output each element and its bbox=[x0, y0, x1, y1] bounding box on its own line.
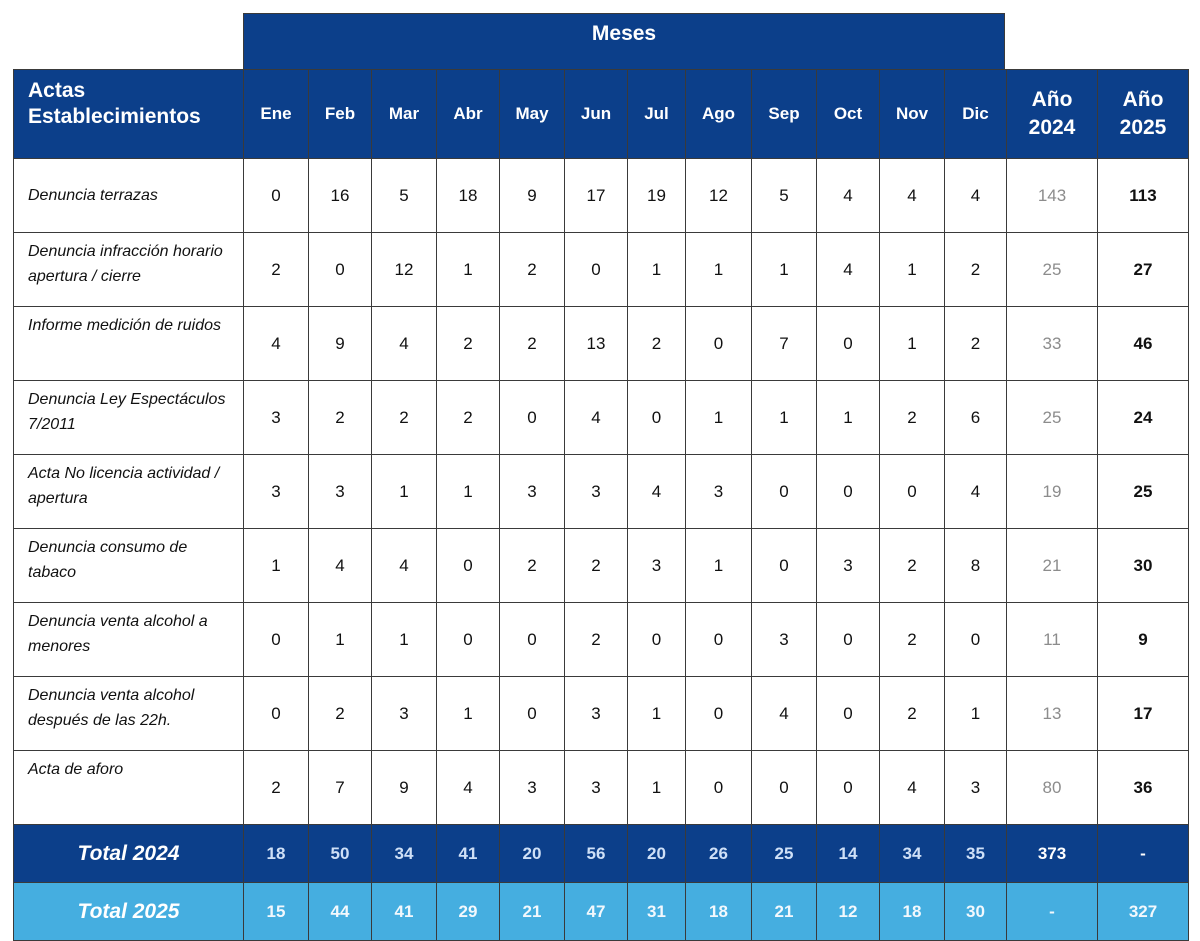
year-2025-cell: 113 bbox=[1098, 159, 1189, 233]
month-header: Mar bbox=[372, 70, 437, 159]
year-2025-cell: 9 bbox=[1098, 603, 1189, 677]
row-label: Acta de aforo bbox=[14, 751, 244, 825]
month-cell: 0 bbox=[817, 603, 880, 677]
row-label: Denuncia infracción horario apertura / cierre bbox=[14, 233, 244, 307]
total-2025-row bbox=[14, 883, 1189, 941]
total-month-cell: 41 bbox=[372, 883, 437, 941]
year-2025-cell: 27 bbox=[1098, 233, 1189, 307]
month-cell: 3 bbox=[628, 529, 686, 603]
month-header: Nov bbox=[880, 70, 945, 159]
row-label: Denuncia consumo de tabaco bbox=[14, 529, 244, 603]
month-header: Ene bbox=[244, 70, 309, 159]
total-month-cell: 18 bbox=[686, 883, 752, 941]
month-cell: 0 bbox=[817, 751, 880, 825]
year-2024-cell: 80 bbox=[1007, 751, 1098, 825]
month-cell: 0 bbox=[244, 159, 309, 233]
year-2025-cell: 17 bbox=[1098, 677, 1189, 751]
month-cell: 4 bbox=[945, 455, 1007, 529]
table-row bbox=[14, 381, 1189, 455]
month-cell: 3 bbox=[565, 677, 628, 751]
month-cell: 0 bbox=[686, 603, 752, 677]
total-month-cell: 30 bbox=[945, 883, 1007, 941]
month-cell: 4 bbox=[309, 529, 372, 603]
year-2025-cell: 46 bbox=[1098, 307, 1189, 381]
month-header: Jul bbox=[628, 70, 686, 159]
year-2024-cell: 25 bbox=[1007, 381, 1098, 455]
month-header: Jun bbox=[565, 70, 628, 159]
total-2024-row bbox=[14, 825, 1189, 883]
month-cell: 4 bbox=[628, 455, 686, 529]
month-cell: 1 bbox=[437, 233, 500, 307]
month-cell: 3 bbox=[565, 751, 628, 825]
label-column-header: Actas Establecimientos bbox=[14, 70, 244, 159]
total-year-2025-cell: - bbox=[1098, 825, 1189, 883]
total-month-cell: 15 bbox=[244, 883, 309, 941]
month-cell: 3 bbox=[309, 455, 372, 529]
month-header: Feb bbox=[309, 70, 372, 159]
year-2024-cell: 21 bbox=[1007, 529, 1098, 603]
year-2025-cell: 30 bbox=[1098, 529, 1189, 603]
month-cell: 0 bbox=[500, 677, 565, 751]
month-cell: 3 bbox=[244, 381, 309, 455]
month-cell: 19 bbox=[628, 159, 686, 233]
total-year-2024-cell: 373 bbox=[1007, 825, 1098, 883]
month-cell: 3 bbox=[817, 529, 880, 603]
month-cell: 4 bbox=[372, 307, 437, 381]
month-cell: 2 bbox=[880, 603, 945, 677]
row-label: Acta No licencia actividad / apertura bbox=[14, 455, 244, 529]
month-cell: 2 bbox=[244, 751, 309, 825]
row-label: Denuncia Ley Espectáculos 7/2011 bbox=[14, 381, 244, 455]
month-cell: 1 bbox=[880, 307, 945, 381]
total-month-cell: 21 bbox=[500, 883, 565, 941]
month-cell: 6 bbox=[945, 381, 1007, 455]
total-month-cell: 14 bbox=[817, 825, 880, 883]
year-2025-cell: 24 bbox=[1098, 381, 1189, 455]
month-cell: 2 bbox=[880, 677, 945, 751]
month-cell: 18 bbox=[437, 159, 500, 233]
month-cell: 2 bbox=[437, 381, 500, 455]
month-cell: 0 bbox=[628, 603, 686, 677]
month-cell: 1 bbox=[752, 233, 817, 307]
month-cell: 4 bbox=[945, 159, 1007, 233]
month-cell: 0 bbox=[752, 751, 817, 825]
month-cell: 17 bbox=[565, 159, 628, 233]
year-2024-cell: 13 bbox=[1007, 677, 1098, 751]
month-cell: 0 bbox=[628, 381, 686, 455]
month-cell: 8 bbox=[945, 529, 1007, 603]
total-month-cell: 12 bbox=[817, 883, 880, 941]
month-cell: 3 bbox=[686, 455, 752, 529]
row-label: Denuncia venta alcohol a menores bbox=[14, 603, 244, 677]
total-year-2024-cell: - bbox=[1007, 883, 1098, 941]
total-label: Total 2024 bbox=[14, 825, 244, 883]
month-cell: 4 bbox=[565, 381, 628, 455]
total-month-cell: 34 bbox=[372, 825, 437, 883]
month-cell: 2 bbox=[500, 307, 565, 381]
total-month-cell: 50 bbox=[309, 825, 372, 883]
month-cell: 4 bbox=[880, 751, 945, 825]
month-cell: 1 bbox=[628, 233, 686, 307]
month-cell: 4 bbox=[817, 159, 880, 233]
total-month-cell: 25 bbox=[752, 825, 817, 883]
month-cell: 2 bbox=[628, 307, 686, 381]
year-2024-cell: 143 bbox=[1007, 159, 1098, 233]
month-cell: 0 bbox=[500, 603, 565, 677]
month-cell: 0 bbox=[817, 307, 880, 381]
year-2024-cell: 19 bbox=[1007, 455, 1098, 529]
row-label: Denuncia venta alcohol después de las 22h. bbox=[14, 677, 244, 751]
year-2025-cell: 36 bbox=[1098, 751, 1189, 825]
table-row bbox=[14, 233, 1189, 307]
month-cell: 2 bbox=[309, 381, 372, 455]
month-cell: 0 bbox=[817, 455, 880, 529]
month-cell: 2 bbox=[437, 307, 500, 381]
year-2025-header: Año 2025 bbox=[1098, 70, 1189, 159]
actas-table bbox=[13, 69, 1189, 941]
month-cell: 1 bbox=[372, 455, 437, 529]
year-2024-header: Año 2024 bbox=[1007, 70, 1098, 159]
month-header: Sep bbox=[752, 70, 817, 159]
header-row bbox=[14, 70, 1189, 159]
month-cell: 2 bbox=[500, 529, 565, 603]
month-cell: 2 bbox=[880, 529, 945, 603]
month-cell: 3 bbox=[372, 677, 437, 751]
month-cell: 7 bbox=[309, 751, 372, 825]
month-header: Ago bbox=[686, 70, 752, 159]
month-cell: 2 bbox=[565, 603, 628, 677]
month-cell: 3 bbox=[565, 455, 628, 529]
month-cell: 9 bbox=[309, 307, 372, 381]
month-header: Oct bbox=[817, 70, 880, 159]
year-2024-cell: 25 bbox=[1007, 233, 1098, 307]
month-cell: 0 bbox=[437, 603, 500, 677]
month-cell: 1 bbox=[880, 233, 945, 307]
year-2024-cell: 33 bbox=[1007, 307, 1098, 381]
total-month-cell: 47 bbox=[565, 883, 628, 941]
month-cell: 1 bbox=[945, 677, 1007, 751]
row-label: Informe medición de ruidos bbox=[14, 307, 244, 381]
total-month-cell: 20 bbox=[500, 825, 565, 883]
table-row bbox=[14, 307, 1189, 381]
table-row bbox=[14, 455, 1189, 529]
month-cell: 7 bbox=[752, 307, 817, 381]
month-cell: 3 bbox=[500, 455, 565, 529]
month-cell: 1 bbox=[244, 529, 309, 603]
total-month-cell: 34 bbox=[880, 825, 945, 883]
month-cell: 0 bbox=[686, 307, 752, 381]
total-month-cell: 21 bbox=[752, 883, 817, 941]
month-cell: 0 bbox=[686, 677, 752, 751]
month-cell: 1 bbox=[686, 233, 752, 307]
total-month-cell: 29 bbox=[437, 883, 500, 941]
month-cell: 2 bbox=[500, 233, 565, 307]
month-cell: 0 bbox=[244, 677, 309, 751]
month-cell: 4 bbox=[372, 529, 437, 603]
total-month-cell: 18 bbox=[880, 883, 945, 941]
total-year-2025-cell: 327 bbox=[1098, 883, 1189, 941]
table-row bbox=[14, 603, 1189, 677]
total-month-cell: 41 bbox=[437, 825, 500, 883]
total-month-cell: 26 bbox=[686, 825, 752, 883]
month-cell: 1 bbox=[437, 677, 500, 751]
month-cell: 4 bbox=[244, 307, 309, 381]
month-cell: 0 bbox=[565, 233, 628, 307]
month-cell: 0 bbox=[437, 529, 500, 603]
month-cell: 2 bbox=[880, 381, 945, 455]
month-cell: 1 bbox=[752, 381, 817, 455]
total-month-cell: 56 bbox=[565, 825, 628, 883]
month-cell: 5 bbox=[372, 159, 437, 233]
month-cell: 4 bbox=[880, 159, 945, 233]
total-month-cell: 31 bbox=[628, 883, 686, 941]
month-cell: 3 bbox=[500, 751, 565, 825]
month-cell: 2 bbox=[945, 307, 1007, 381]
month-cell: 0 bbox=[945, 603, 1007, 677]
table-row bbox=[14, 159, 1189, 233]
month-cell: 4 bbox=[817, 233, 880, 307]
month-cell: 2 bbox=[945, 233, 1007, 307]
table-row bbox=[14, 529, 1189, 603]
month-cell: 2 bbox=[244, 233, 309, 307]
month-cell: 0 bbox=[880, 455, 945, 529]
month-cell: 1 bbox=[437, 455, 500, 529]
month-cell: 0 bbox=[686, 751, 752, 825]
month-cell: 0 bbox=[817, 677, 880, 751]
month-cell: 9 bbox=[372, 751, 437, 825]
month-cell: 5 bbox=[752, 159, 817, 233]
month-cell: 1 bbox=[628, 677, 686, 751]
month-header: May bbox=[500, 70, 565, 159]
month-cell: 0 bbox=[244, 603, 309, 677]
month-cell: 0 bbox=[309, 233, 372, 307]
month-cell: 2 bbox=[565, 529, 628, 603]
month-cell: 16 bbox=[309, 159, 372, 233]
total-month-cell: 20 bbox=[628, 825, 686, 883]
month-cell: 4 bbox=[752, 677, 817, 751]
total-month-cell: 18 bbox=[244, 825, 309, 883]
month-cell: 9 bbox=[500, 159, 565, 233]
year-2024-cell: 11 bbox=[1007, 603, 1098, 677]
month-cell: 0 bbox=[500, 381, 565, 455]
month-cell: 12 bbox=[372, 233, 437, 307]
month-cell: 2 bbox=[372, 381, 437, 455]
row-label: Denuncia terrazas bbox=[14, 159, 244, 233]
month-cell: 3 bbox=[244, 455, 309, 529]
month-cell: 3 bbox=[752, 603, 817, 677]
month-cell: 1 bbox=[817, 381, 880, 455]
month-cell: 13 bbox=[565, 307, 628, 381]
month-cell: 1 bbox=[309, 603, 372, 677]
total-month-cell: 44 bbox=[309, 883, 372, 941]
year-2025-cell: 25 bbox=[1098, 455, 1189, 529]
total-month-cell: 35 bbox=[945, 825, 1007, 883]
month-cell: 1 bbox=[628, 751, 686, 825]
month-cell: 12 bbox=[686, 159, 752, 233]
table-row bbox=[14, 677, 1189, 751]
month-header: Abr bbox=[437, 70, 500, 159]
month-cell: 1 bbox=[686, 529, 752, 603]
table-row bbox=[14, 751, 1189, 825]
month-cell: 1 bbox=[686, 381, 752, 455]
month-cell: 3 bbox=[945, 751, 1007, 825]
month-header: Dic bbox=[945, 70, 1007, 159]
month-cell: 2 bbox=[309, 677, 372, 751]
total-label: Total 2025 bbox=[14, 883, 244, 941]
month-cell: 0 bbox=[752, 529, 817, 603]
month-cell: 0 bbox=[752, 455, 817, 529]
month-cell: 4 bbox=[437, 751, 500, 825]
month-cell: 1 bbox=[372, 603, 437, 677]
meses-header: Meses bbox=[243, 13, 1005, 69]
